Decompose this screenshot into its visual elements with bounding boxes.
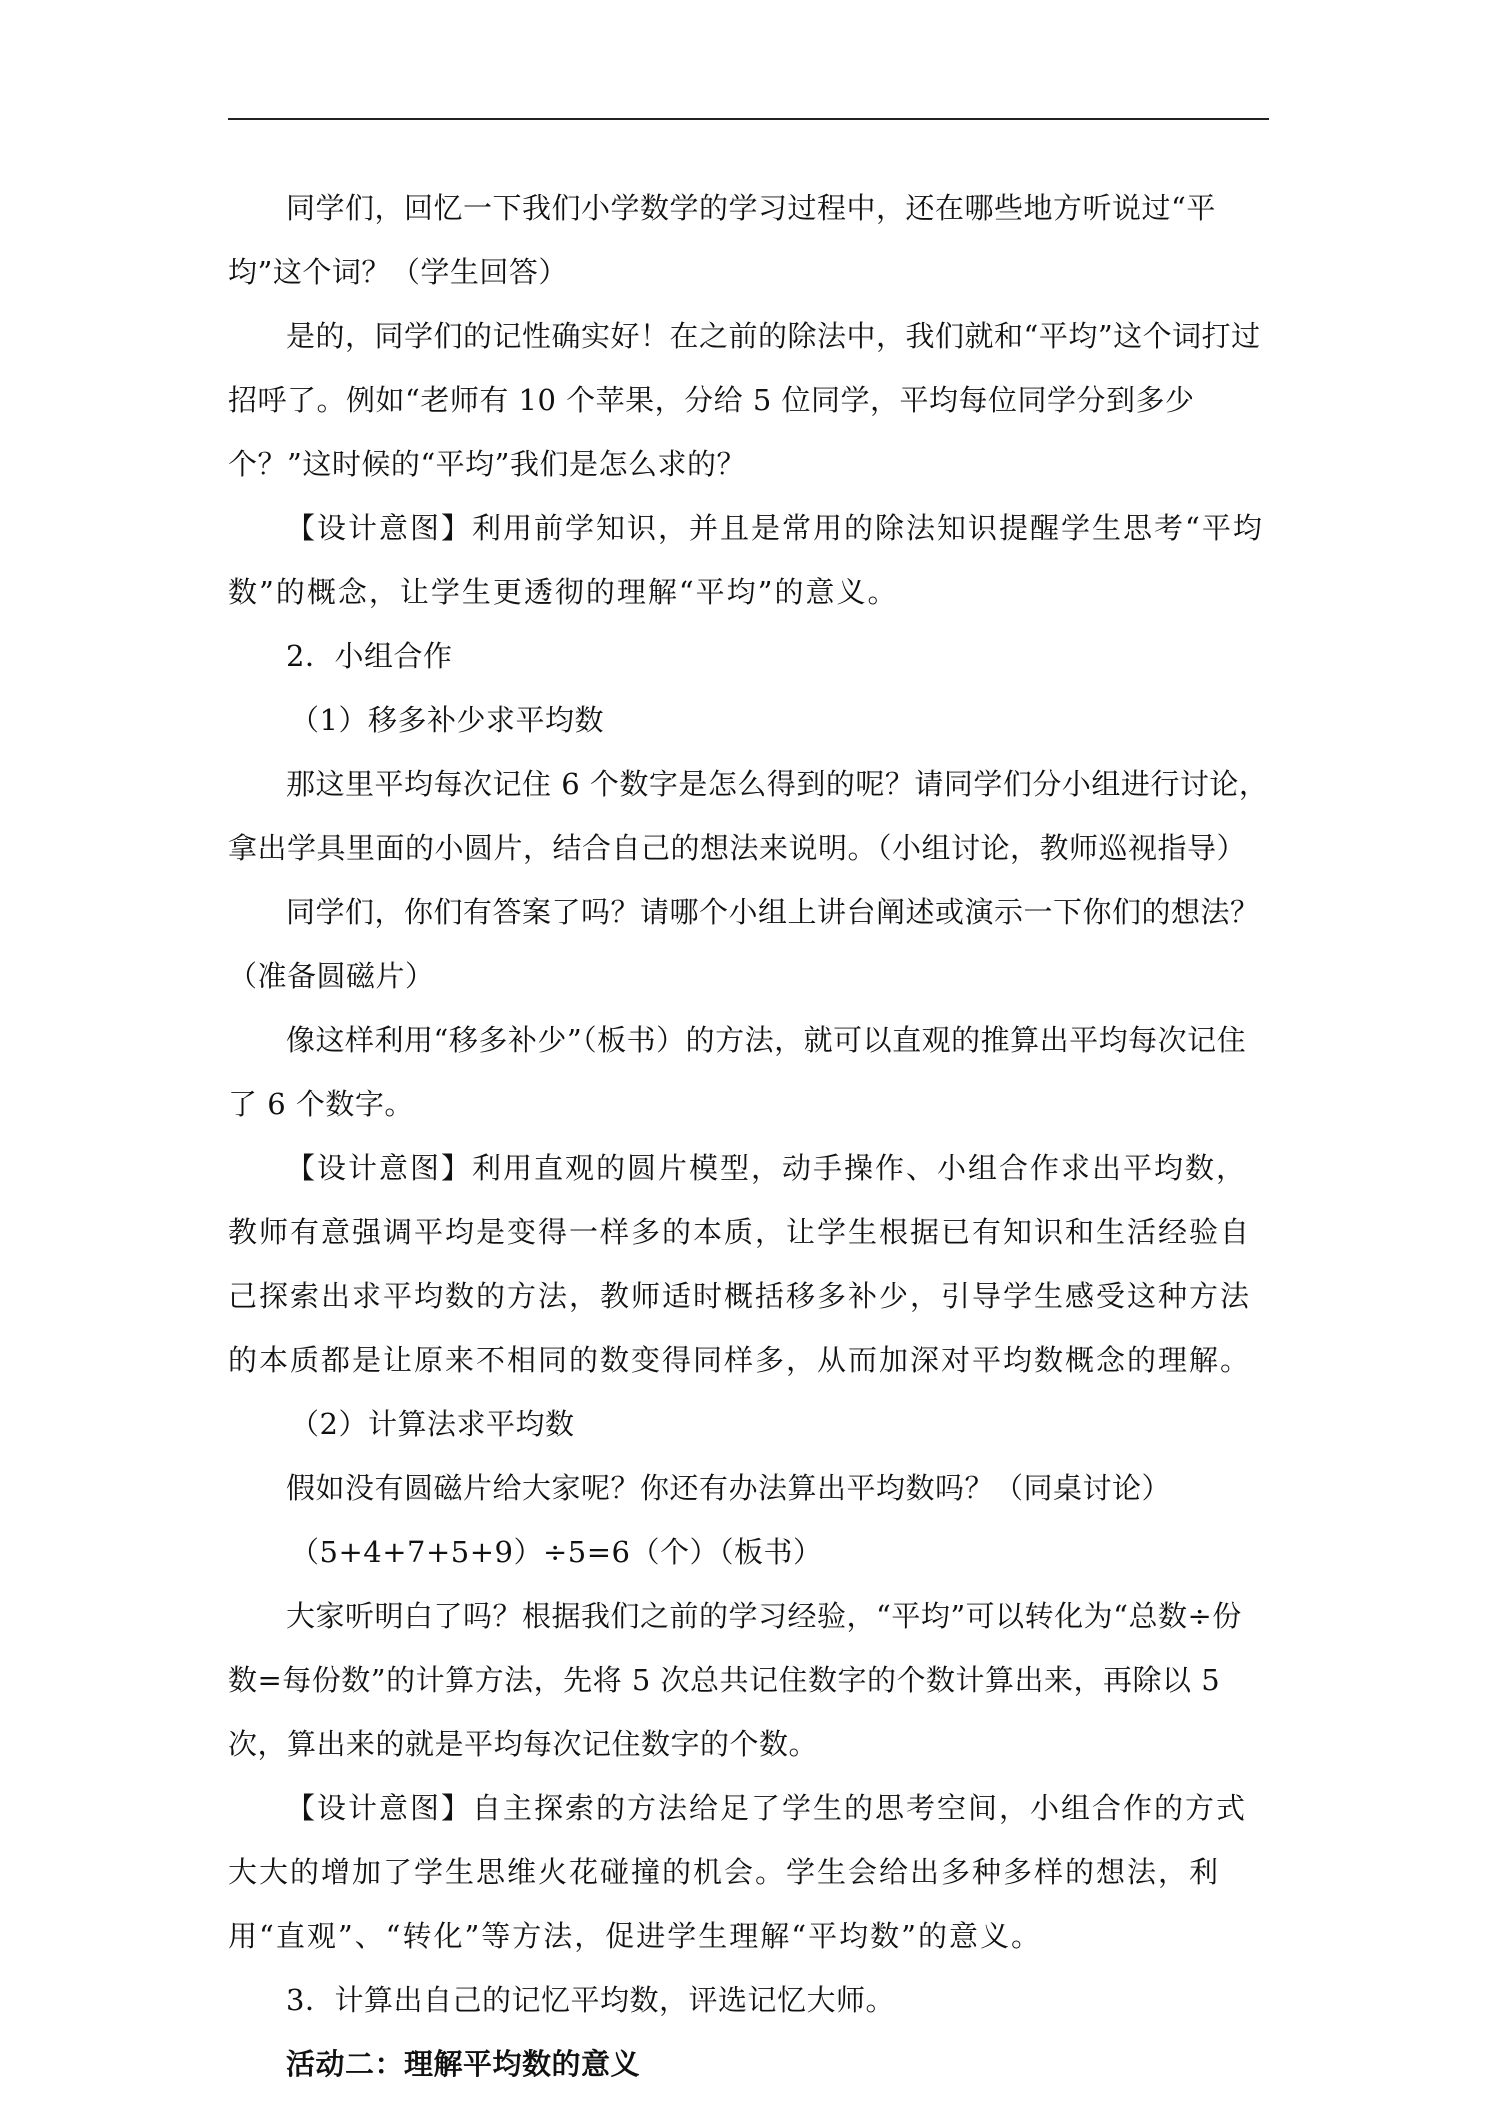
- section-heading-memory-master: 3．计算出自己的记忆平均数，评选记忆大师。: [286, 1983, 895, 2017]
- subheading-calculation-method: （2）计算法求平均数: [290, 1407, 575, 1441]
- design-intent-2: 【设计意图】利用直观的圆片模型，动手操作、小组合作求出平均数，教师有意强调平均是变得一样多的本质，让学生根据已有知识和生活经验自己探索出求平均数的方法，教师适时概括移多补少，引导学生感受这种方法的本质都是让原来不相同的数变得同样多，从而加深对平均数概念的理解。: [228, 1151, 1252, 1377]
- formula-average: （5+4+7+5+9）÷5=6（个）（板书）: [290, 1535, 823, 1569]
- paragraph-no-magnets-question: 假如没有圆磁片给大家呢？你还有办法算出平均数吗？（同桌讨论）: [286, 1471, 1172, 1505]
- subheading-move-more-fill-less: （1）移多补少求平均数: [290, 703, 604, 737]
- design-intent-1: 【设计意图】利用前学知识，并且是常用的除法知识提醒学生思考“平均数”的概念，让学生更透彻的理解“平均”的意义。: [228, 511, 1264, 609]
- document-body: [228, 176, 1269, 2096]
- paragraph-division-example: 是的，同学们的记性确实好！在之前的除法中，我们就和“平均”这个词打过招呼了。例如“老师有 10 个苹果，分给 5 位同学，平均每位同学分到多少个？”这时候的“平均”我们是怎么求的？: [228, 319, 1261, 481]
- paragraph-answer-question: 同学们，你们有答案了吗？请哪个小组上讲台阐述或演示一下你们的想法？: [286, 895, 1260, 929]
- paragraph-prepare-magnets: （准备圆磁片）: [228, 959, 435, 993]
- paragraph-group-discussion: 那这里平均每次记住 6 个数字是怎么得到的呢？请同学们分小组进行讨论，拿出学具里面的小圆片，结合自己的想法来说明。（小组讨论，教师巡视指导）: [228, 767, 1269, 865]
- design-intent-3: 【设计意图】自主探索的方法给足了学生的思考空间，小组合作的方式大大的增加了学生思维火花碰撞的机会。学生会给出多种多样的想法，利用“直观”、“转化”等方法，促进学生理解“平均数”的意义。: [228, 1791, 1248, 1953]
- paragraph-recall-question: 同学们，回忆一下我们小学数学的学习过程中，还在哪些地方听说过“平均”这个词？（学生回答）: [228, 191, 1216, 289]
- paragraph-conversion-explanation: 大家听明白了吗？根据我们之前的学习经验，“平均”可以转化为“总数÷份数=每份数”的计算方法，先将 5 次总共记住数字的个数计算出来，再除以 5 次，算出来的就是平均每次记住数字的个数。: [228, 1599, 1242, 1761]
- activity-two-heading: 活动二：理解平均数的意义: [286, 2047, 641, 2081]
- paragraph-method-summary: 像这样利用“移多补少”（板书）的方法，就可以直观的推算出平均每次记住了 6 个数字。: [228, 1023, 1247, 1121]
- section-heading-group-work: 2．小组合作: [286, 639, 453, 673]
- header-rule: [228, 118, 1269, 120]
